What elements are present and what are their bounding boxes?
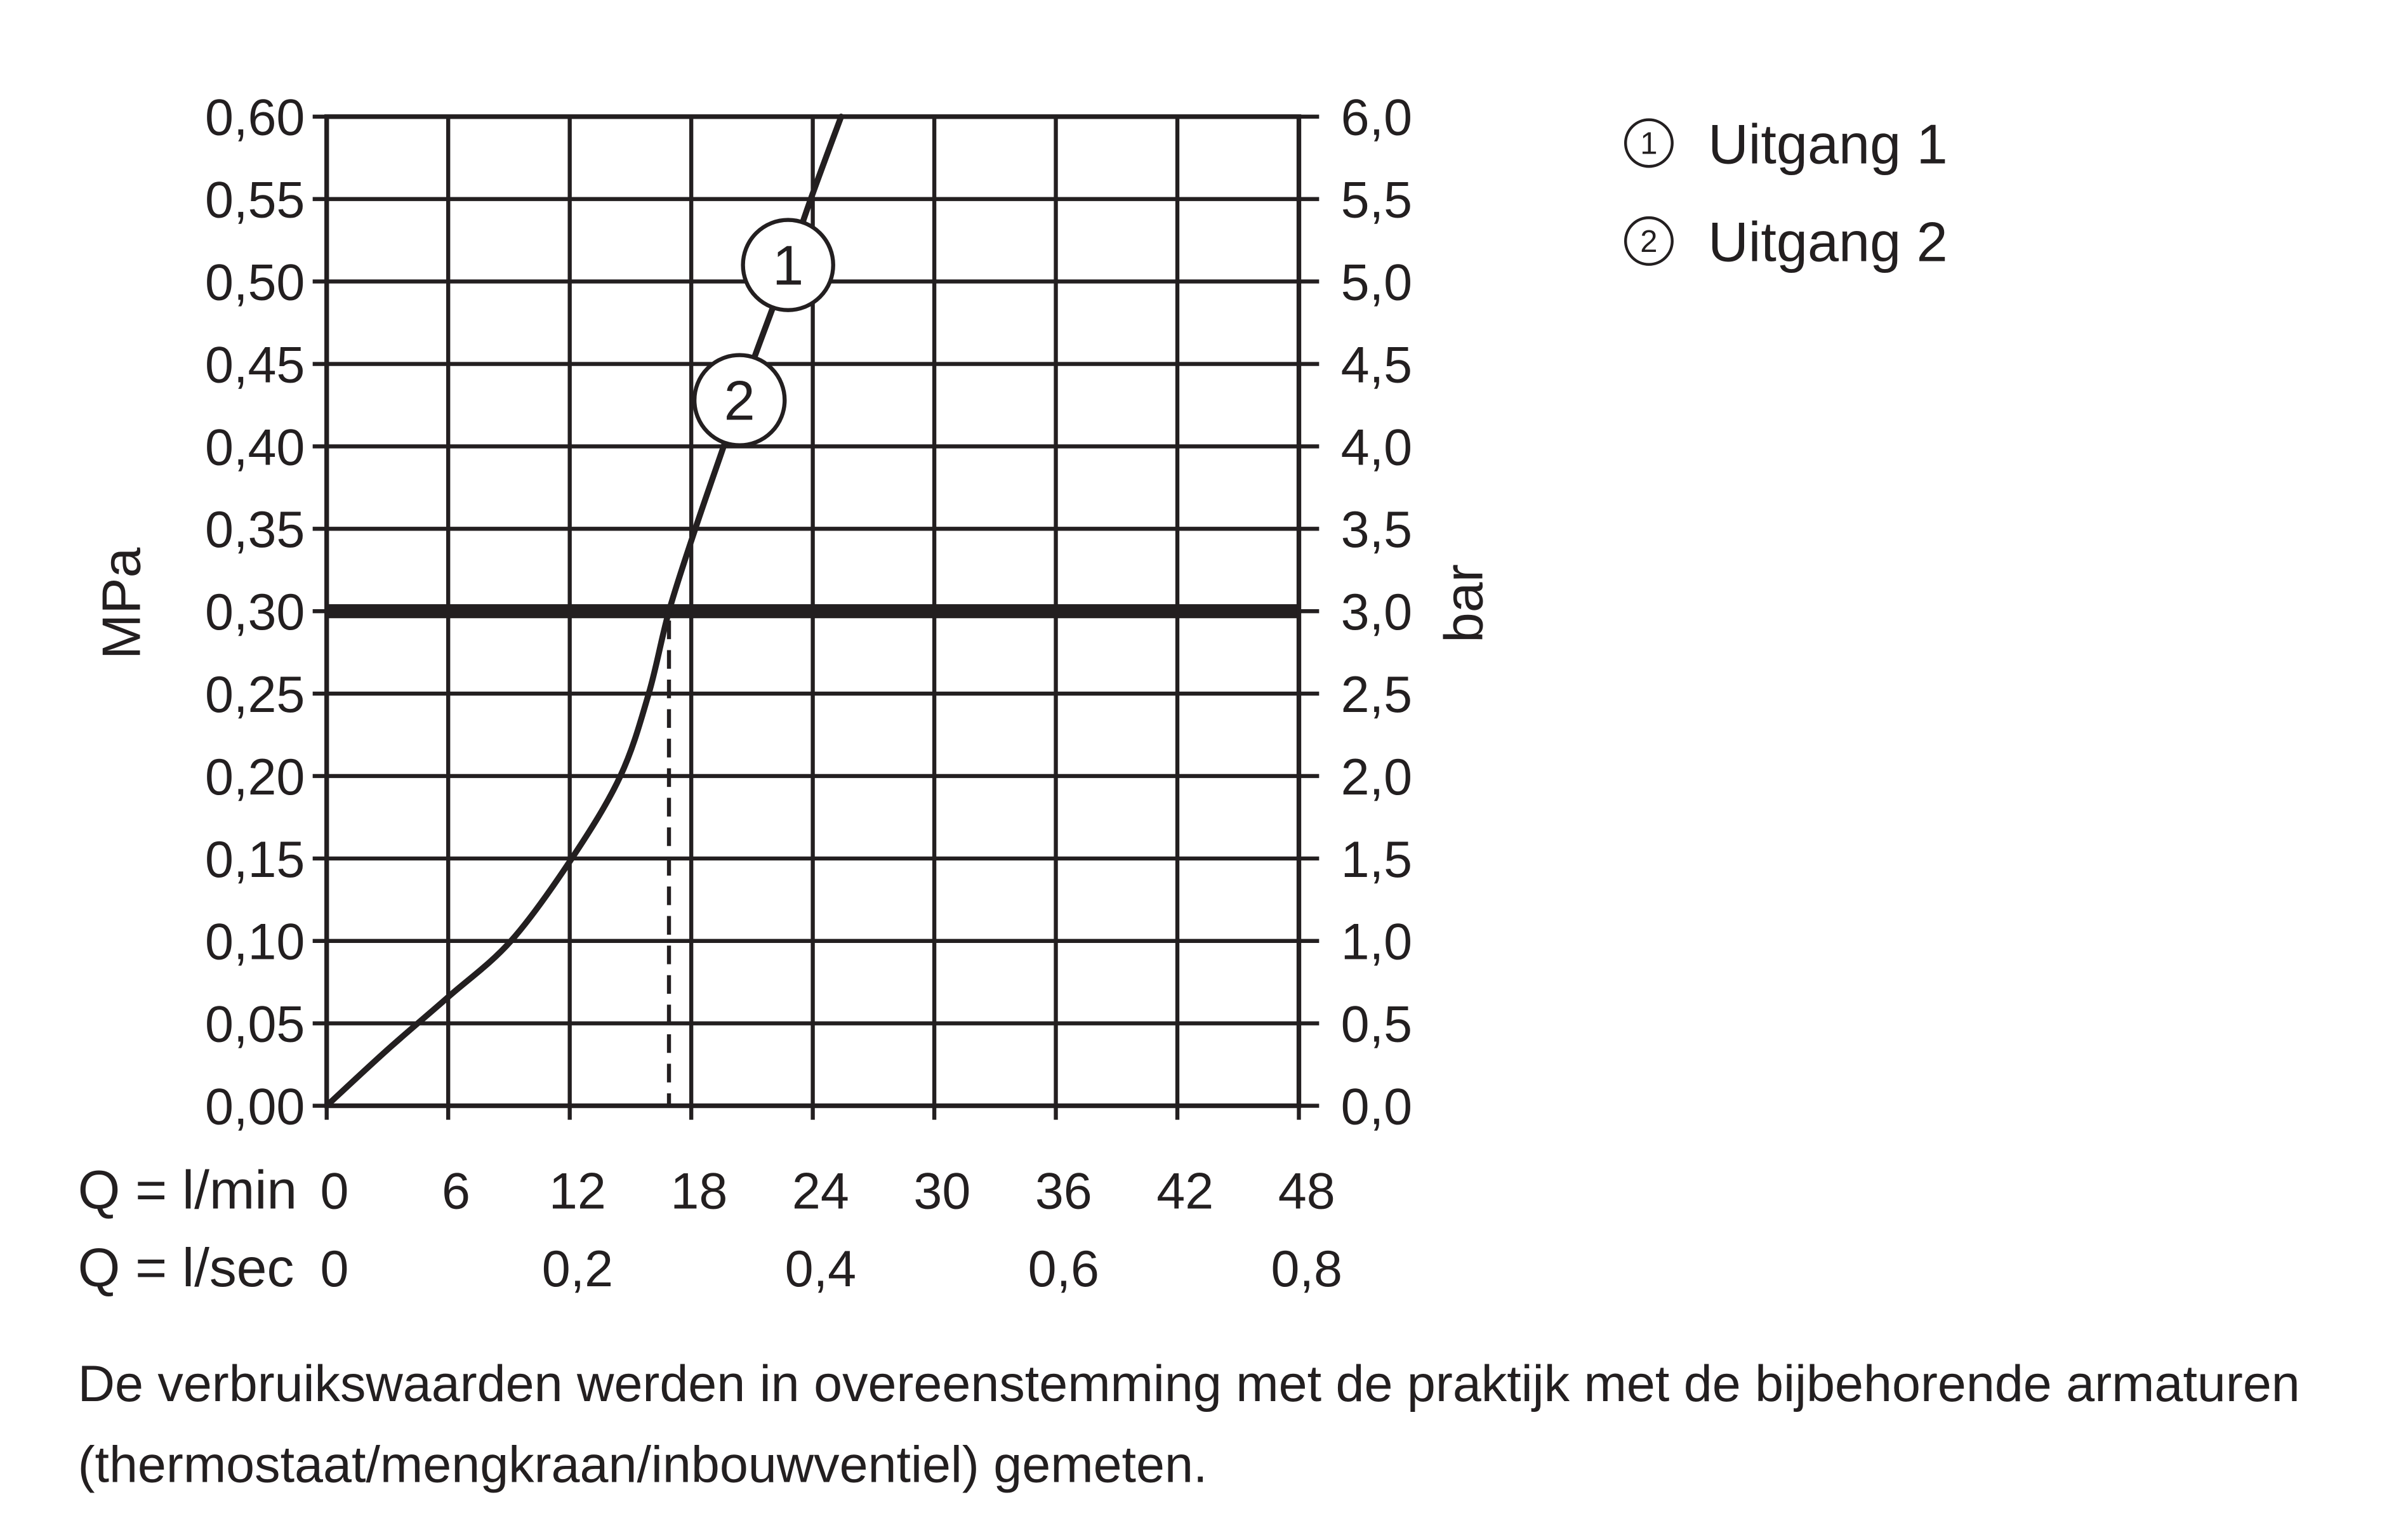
x-tick-label: 18	[670, 1163, 728, 1220]
x-tick-label: 24	[791, 1163, 849, 1220]
footnote-line-1: De verbruikswaarden werden in overeenstemming met de praktijk met de bijbehorende armaturen	[77, 1355, 2300, 1413]
y-tick-label: 0,05	[205, 996, 305, 1053]
y2-tick-label: 5,5	[1340, 171, 1413, 229]
x-axis-title: Q = l/min	[77, 1159, 298, 1221]
x2-tick-label: 0,8	[1271, 1240, 1342, 1298]
y-tick-label: 0,00	[205, 1078, 305, 1136]
y-tick-label: 0,30	[205, 584, 305, 642]
y-tick-label: 0,60	[205, 89, 305, 147]
y2-tick-label: 2,0	[1340, 748, 1413, 806]
y-tick-label: 0,45	[205, 336, 305, 394]
y-tick-label: 0,55	[205, 171, 305, 229]
y-axis-title: MPa	[91, 547, 152, 660]
x2-tick-label: 0,4	[784, 1240, 857, 1298]
y2-tick-label: 4,0	[1340, 419, 1413, 477]
y2-tick-label: 5,0	[1340, 254, 1413, 312]
y2-tick-label: 0,0	[1340, 1078, 1413, 1136]
y2-tick-label: 0,5	[1340, 996, 1413, 1053]
x-tick-label: 6	[441, 1163, 470, 1220]
x2-tick-label: 0,2	[541, 1240, 614, 1298]
y-tick-label: 0,15	[205, 831, 305, 888]
y2-tick-label: 3,5	[1340, 501, 1413, 559]
y-tick-label: 0,35	[205, 501, 305, 559]
footnote-line-2: (thermostaat/mengkraan/inbouwventiel) gemeten.	[77, 1436, 1208, 1494]
y-tick-label: 0,25	[205, 666, 305, 724]
x2-tick-label: 0	[320, 1240, 349, 1298]
x-tick-label: 36	[1035, 1163, 1092, 1220]
x-tick-label: 48	[1278, 1163, 1335, 1220]
x-tick-label: 0	[320, 1163, 349, 1220]
legend-marker-number: 1	[1640, 126, 1658, 161]
x-tick-label: 30	[913, 1163, 971, 1220]
y2-tick-label: 3,0	[1340, 584, 1413, 642]
y2-tick-label: 2,5	[1340, 666, 1413, 724]
y-tick-label: 0,50	[205, 254, 305, 312]
legend-marker-number: 2	[1640, 225, 1658, 260]
y2-axis-title: bar	[1433, 563, 1495, 643]
y-tick-label: 0,40	[205, 419, 305, 477]
y-tick-label: 0,20	[205, 748, 305, 806]
x2-tick-label: 0,6	[1028, 1240, 1100, 1298]
legend-label: Uitgang 1	[1708, 112, 1948, 176]
y2-tick-label: 1,5	[1340, 831, 1413, 888]
legend-label: Uitgang 2	[1708, 210, 1948, 273]
y-tick-label: 0,10	[205, 913, 305, 971]
x-tick-label: 12	[548, 1163, 606, 1220]
series-label-number-1: 1	[772, 234, 804, 297]
x-tick-label: 42	[1156, 1163, 1214, 1220]
x2-axis-title: Q = l/sec	[77, 1237, 294, 1298]
y2-tick-label: 1,0	[1340, 913, 1413, 971]
y2-tick-label: 6,0	[1340, 89, 1413, 147]
series-label-number-2: 2	[724, 369, 755, 432]
y2-tick-label: 4,5	[1340, 336, 1413, 394]
